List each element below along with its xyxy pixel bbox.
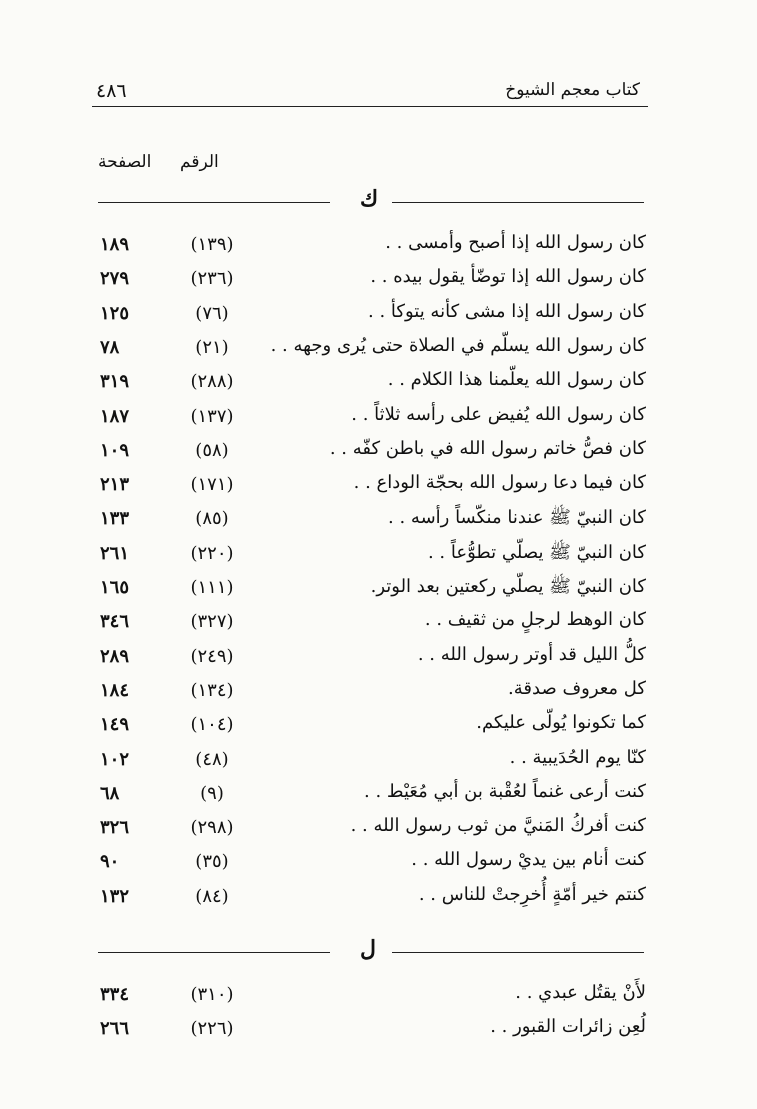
entry-page: ١٠٩ — [100, 439, 130, 461]
entry-number: (٨٤) — [195, 885, 229, 907]
entry-page: ١٠٢ — [100, 748, 130, 770]
entry-text: كان رسول الله إذا توضّأ يقول بيده . . — [370, 266, 646, 288]
index-entry — [92, 813, 652, 845]
index-entry — [92, 607, 652, 639]
entry-number: (٣٢٧) — [190, 611, 234, 633]
divider-rule-right — [392, 202, 644, 203]
entry-text: كنت أرعى غنماً لعُقْبة بن أبي مُعَيْط . . — [364, 780, 646, 802]
entry-number: (٢١) — [195, 336, 229, 358]
entry-number: (٩) — [200, 782, 224, 804]
entry-text: كنت أنام بين يديْ رسول الله . . — [411, 849, 646, 871]
index-entry — [92, 676, 652, 708]
entry-page: ١٨٧ — [100, 405, 130, 427]
index-entry — [92, 779, 652, 811]
entry-number: (٥٨) — [195, 439, 229, 461]
entry-page: ٧٨ — [100, 336, 120, 358]
entry-text: كان فيما دعا رسول الله بحجّة الوداع . . — [353, 472, 646, 494]
divider-rule-left — [98, 952, 330, 953]
page-header — [92, 78, 648, 107]
column-header-page: الصفحة — [98, 152, 152, 172]
index-entry — [92, 539, 652, 571]
entry-page: ١٢٥ — [100, 302, 130, 324]
entry-number: (١١١) — [190, 577, 234, 598]
entry-page: ٢٨٩ — [100, 645, 130, 667]
entry-text: كان النبيّ ﷺ يصلّي ركعتين بعد الوتر. — [370, 576, 646, 597]
entry-number: (٨٥) — [195, 508, 229, 530]
index-entry — [92, 504, 652, 536]
column-headers — [98, 152, 238, 182]
entry-text: كان رسول الله يعلّمنا هذا الكلام . . — [387, 369, 646, 391]
index-entry — [92, 264, 652, 296]
entry-page: ١٤٩ — [100, 714, 130, 736]
entry-text: لُعِن زائرات القبور . . — [490, 1016, 646, 1038]
section-letter: ك — [360, 186, 379, 212]
index-entry — [92, 367, 652, 399]
entry-page: ٣٤٦ — [100, 611, 130, 633]
section-letter: ل — [360, 936, 376, 962]
entry-number: (٢٢٠) — [190, 542, 234, 564]
entry-text: كلُّ الليل قد أوتر رسول الله . . — [417, 643, 646, 665]
index-entry — [92, 882, 652, 914]
book-title: كتاب معجم الشيوخ — [505, 80, 640, 100]
entry-page: ٢١٣ — [100, 474, 130, 496]
page-number: ٤٨٦ — [96, 80, 127, 102]
entry-page: ٣٢٦ — [100, 817, 130, 839]
entry-text: كنتم خير أمّةٍ أُخرِجتْ للناس . . — [418, 883, 646, 905]
index-entry — [92, 710, 652, 742]
index-entry — [92, 470, 652, 502]
entry-text: كان النبيّ ﷺ عندنا منكّساً رأسه . . — [388, 507, 646, 529]
index-entry — [92, 642, 652, 674]
entry-number: (٧٦) — [195, 302, 229, 324]
entry-text: كان رسول الله إذا مشى كأنه يتوكأ . . — [368, 300, 646, 322]
entry-number: (٣١٠) — [190, 984, 234, 1005]
entry-page: ١٦٥ — [100, 577, 130, 598]
index-entry — [92, 230, 652, 262]
entry-number: (٢٣٦) — [190, 268, 234, 290]
divider-rule-right — [392, 952, 644, 953]
entry-page: ٣٣٤ — [100, 984, 130, 1005]
entry-number: (١٣٧) — [190, 405, 234, 427]
entry-page: ٩٠ — [100, 851, 120, 873]
entry-number: (٢٨٨) — [190, 371, 234, 393]
section-divider — [92, 188, 652, 218]
entry-number: (٢٢٦) — [190, 1018, 234, 1040]
entry-page: ٢٧٩ — [100, 268, 130, 290]
index-entry — [92, 299, 652, 331]
entry-number: (١٣٩) — [190, 234, 234, 255]
index-entry — [92, 980, 652, 1012]
entry-number: (٤٨) — [195, 748, 229, 770]
index-entry — [92, 402, 652, 434]
entry-text: كل معروف صدقة. — [508, 677, 646, 699]
entry-number: (٢٩٨) — [190, 817, 234, 839]
entry-page: ١٨٤ — [100, 679, 130, 701]
entry-number: (٢٤٩) — [190, 645, 234, 667]
entry-text: كان الوهط لرجلٍ من ثقيف . . — [424, 609, 646, 631]
column-header-number: الرقم — [180, 152, 219, 172]
entry-text: كان النبيّ ﷺ يصلّي تطوُّعاً . . — [427, 541, 646, 563]
entry-text: كان فصُّ خاتم رسول الله في باطن كفّه . . — [329, 437, 646, 459]
entry-text: كما تكونوا يُولّى عليكم. — [476, 712, 646, 734]
entry-page: ٢٦٦ — [100, 1018, 130, 1040]
entry-text: كنت أفركُ المَنيَّ من ثوب رسول الله . . — [350, 815, 646, 837]
index-entry — [92, 847, 652, 879]
entry-text: كان رسول الله يسلّم في الصلاة حتى يُرى وجهه . . — [270, 334, 646, 356]
index-entry — [92, 1014, 652, 1046]
entry-number: (١٣٤) — [190, 679, 234, 701]
entry-number: (٣٥) — [195, 851, 229, 873]
index-entry — [92, 573, 652, 605]
entry-page: ١٨٩ — [100, 234, 130, 255]
divider-rule-left — [98, 202, 330, 203]
entry-number: (١٠٤) — [190, 714, 234, 736]
entry-text: كان رسول الله يُفيض على رأسه ثلاثاً . . — [351, 403, 646, 425]
entry-page: ٣١٩ — [100, 371, 130, 393]
entry-page: ٢٦١ — [100, 542, 130, 564]
entry-text: لأَنْ يقتُل عبدي . . — [515, 982, 646, 1003]
entry-page: ١٣٣ — [100, 508, 130, 530]
index-entry — [92, 745, 652, 777]
entry-text: كان رسول الله إذا أصبح وأمسى . . — [385, 232, 646, 253]
index-entry — [92, 333, 652, 365]
index-entry — [92, 436, 652, 468]
entry-number: (١٧١) — [190, 474, 234, 496]
entry-page: ١٣٢ — [100, 885, 130, 907]
section-divider — [92, 938, 652, 968]
entry-page: ٦٨ — [100, 782, 120, 804]
entry-text: كنّا يوم الحُدَيبية . . — [509, 746, 646, 768]
